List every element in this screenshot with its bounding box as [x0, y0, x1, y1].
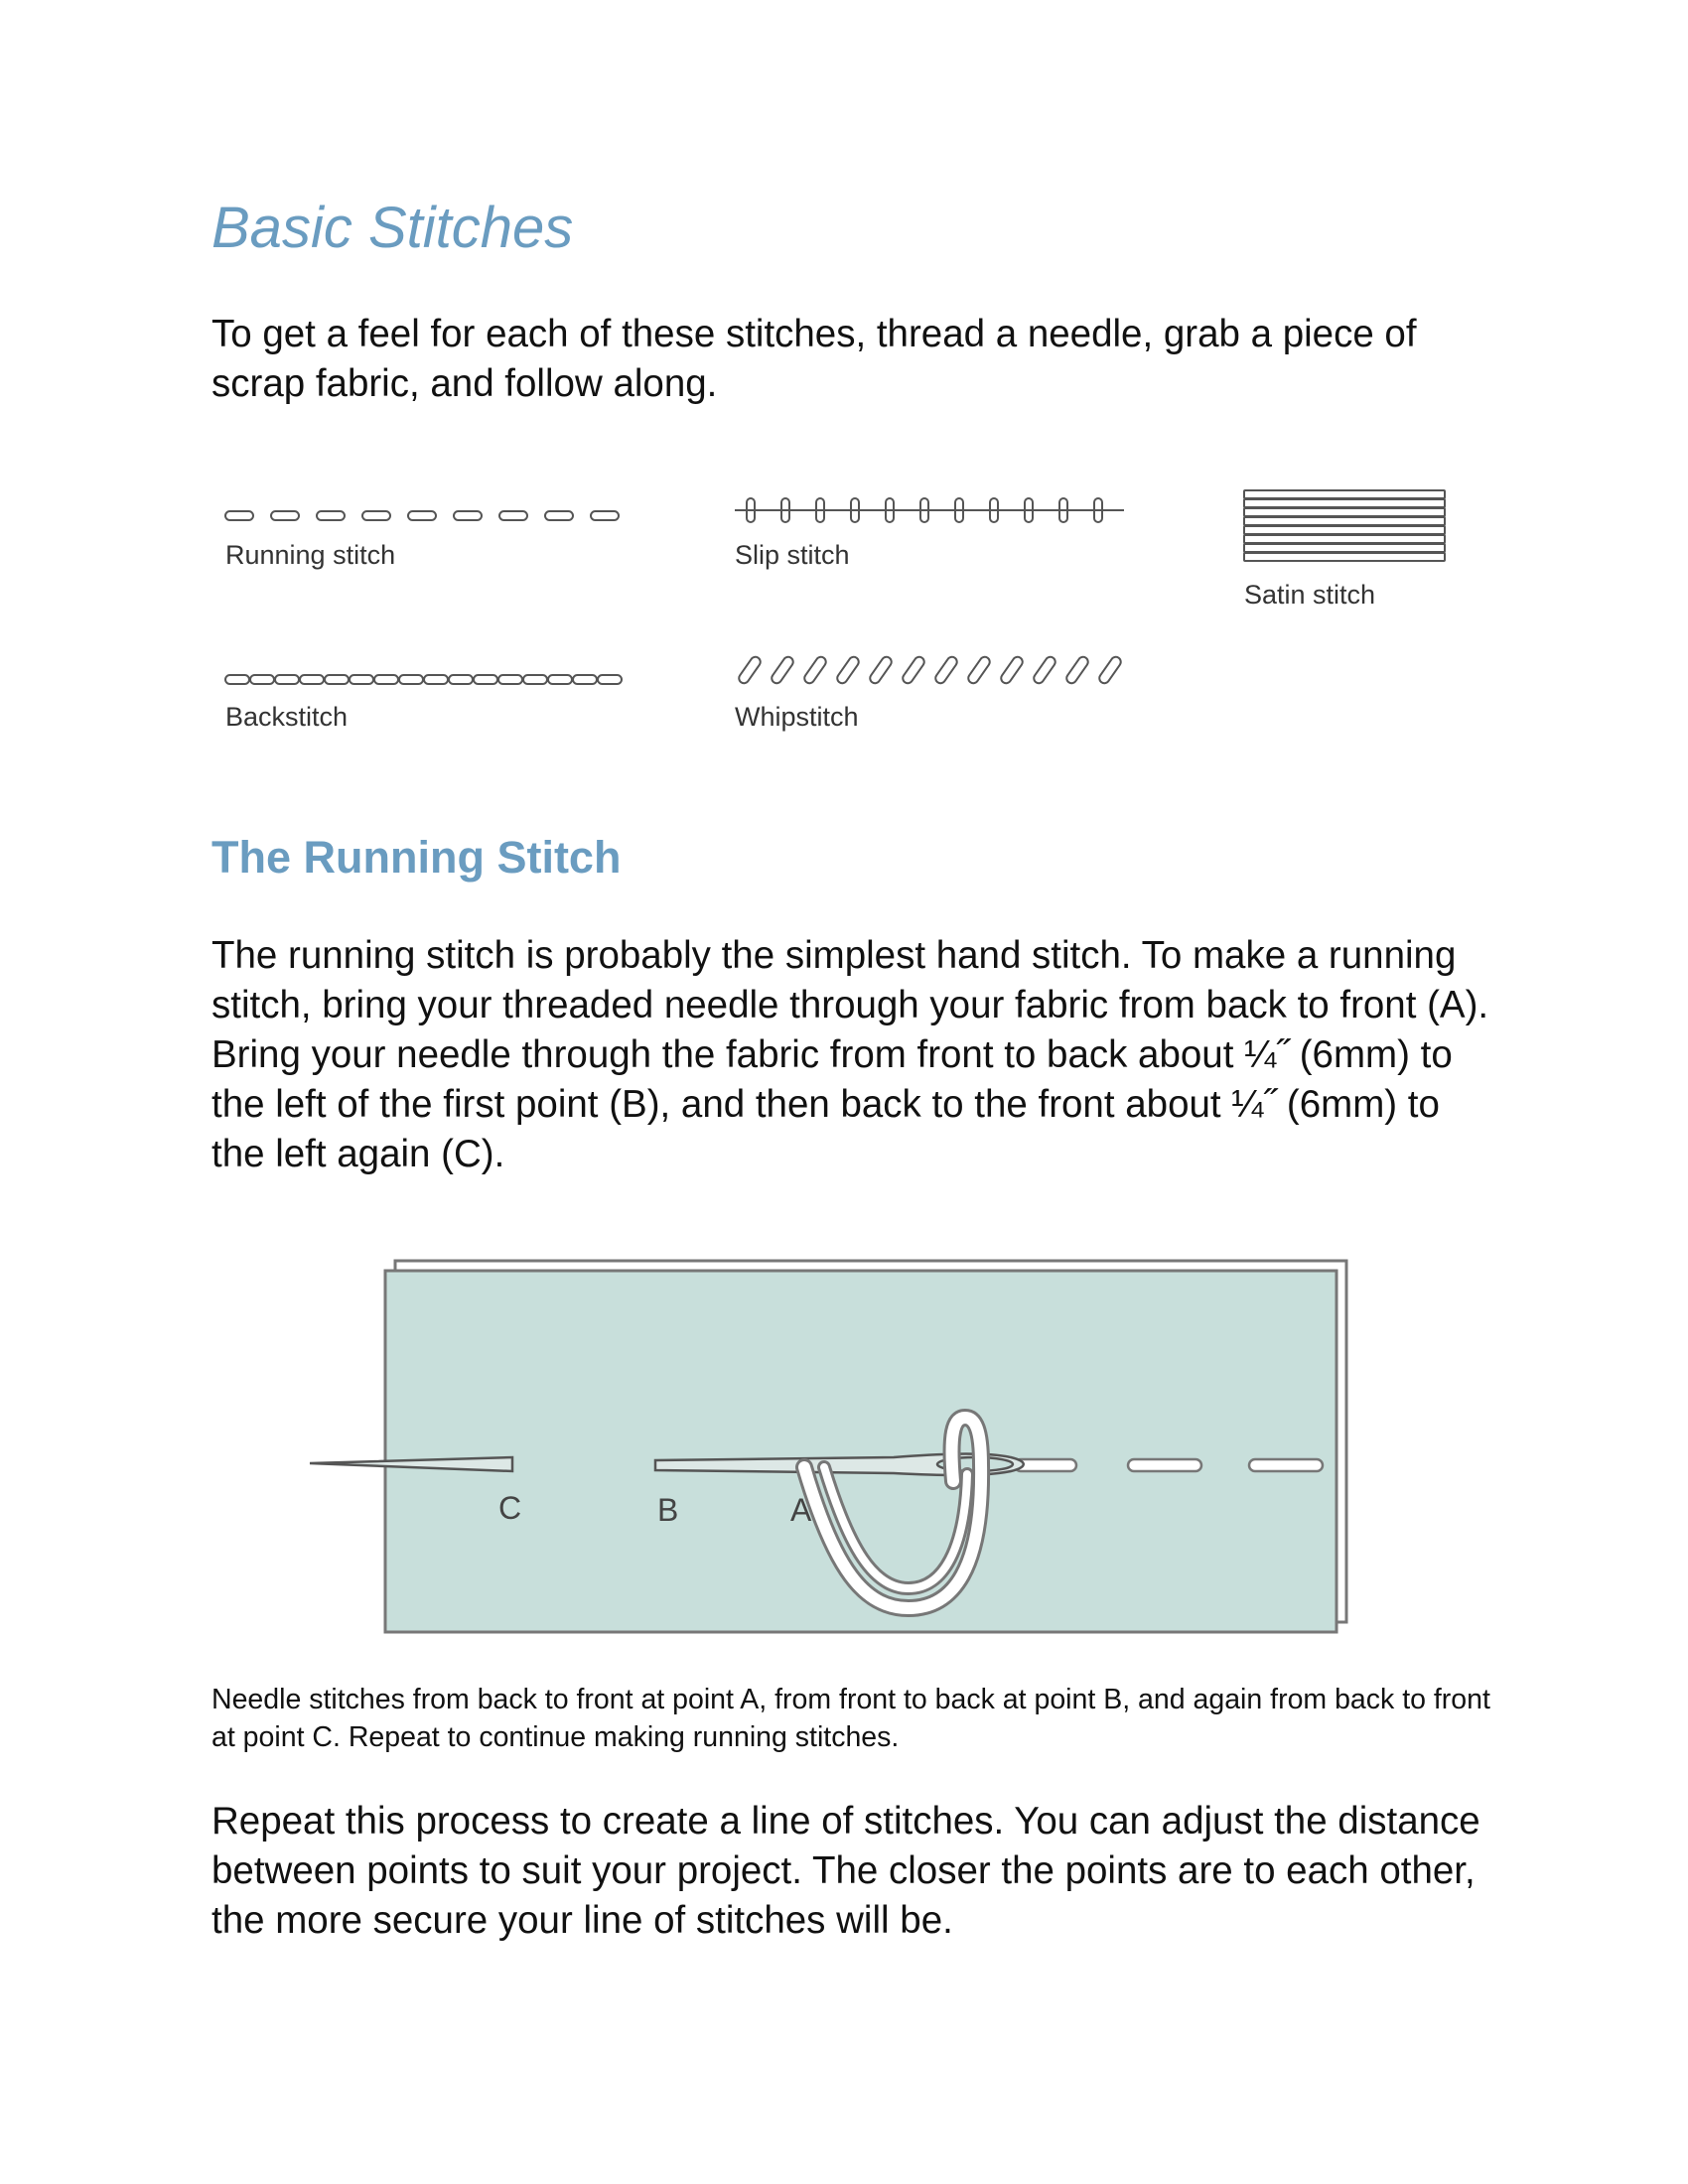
stitch-dash — [1128, 1459, 1201, 1471]
slip-stitch-label: Slip stitch — [735, 540, 850, 570]
intro-paragraph: To get a feel for each of these stitches, thread a needle, grab a piece of scrap fabric, and follow along. — [211, 313, 1417, 405]
satin-stitch-illustration — [1243, 488, 1447, 566]
point-a-label: A — [790, 1492, 812, 1528]
whipstitch-label: Whipstitch — [735, 702, 859, 732]
running-stitch-diagram — [298, 1251, 1360, 1638]
running-stitch-illustration — [224, 508, 622, 528]
slip-stitch-illustration — [735, 490, 1132, 530]
whipstitch-illustration — [735, 650, 1132, 690]
satin-stitch-label: Satin stitch — [1244, 580, 1376, 610]
backstitch-label: Backstitch — [225, 702, 349, 732]
closing-paragraph: Repeat this process to create a line of stitches. You can adjust the distance between points to suit your project. The closer the points are to each other, the more secure your line of stitches will be. — [211, 1800, 1480, 1942]
running-stitch-label: Running stitch — [225, 540, 396, 570]
point-b-label: B — [657, 1492, 679, 1528]
point-c-label: C — [498, 1490, 522, 1526]
page-title: Basic Stitches — [211, 196, 574, 260]
diagram-caption: Needle stitches from back to front at point A, from front to back at point B, and again from back to front at point C. Repeat to continue making running stitches. — [211, 1684, 1490, 1753]
running-stitches — [1015, 1459, 1323, 1471]
backstitch-illustration — [224, 672, 627, 688]
section-heading: The Running Stitch — [211, 832, 622, 883]
stitch-dash — [1249, 1459, 1323, 1471]
running-stitch-paragraph: The running stitch is probably the simplest hand stitch. To make a running stitch, bring your threaded needle through your fabric from back to front (A). Bring your needle through the fabric from front to back about ¼˝ (6mm) to the left of the first point (B), and then back to the front about ¼˝ (6mm) to the left again (C). — [211, 934, 1489, 1175]
